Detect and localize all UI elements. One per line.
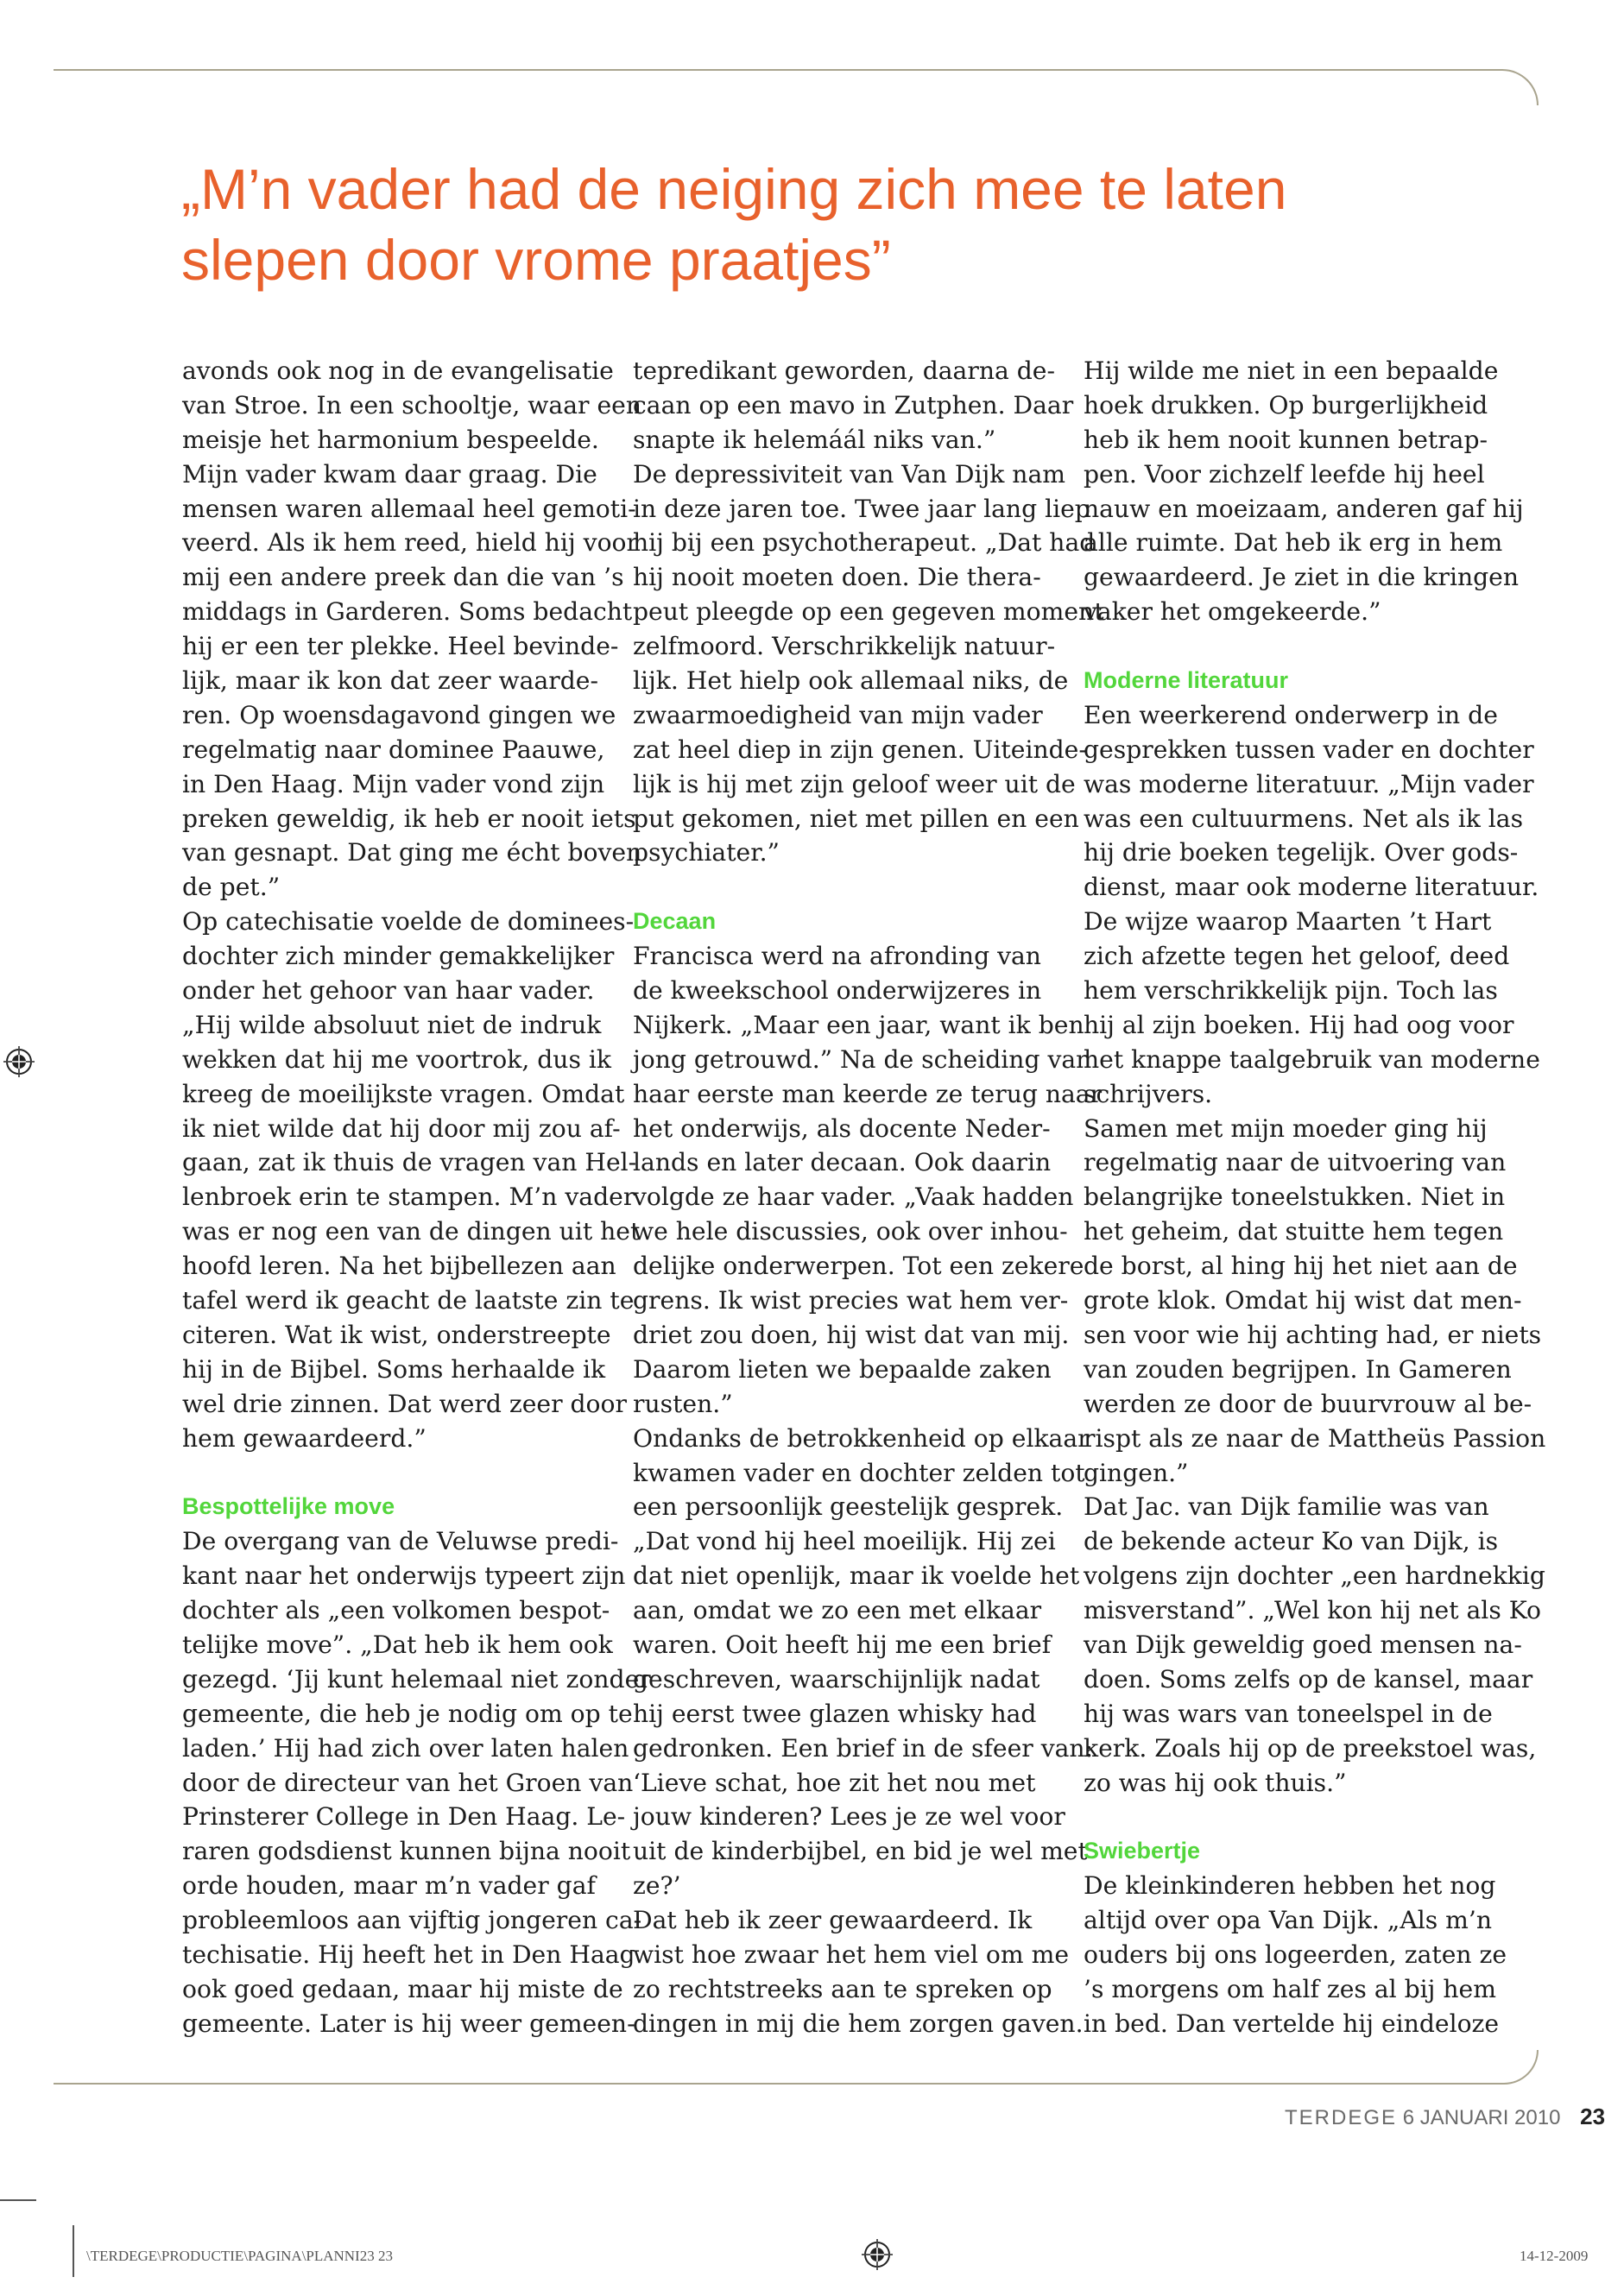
text-line: middags in Garderen. Soms bedacht bbox=[182, 597, 633, 627]
text-line: hij er een ter plekke. Heel bevinde- bbox=[182, 632, 619, 661]
text-line: ren. Op woensdagavond gingen we bbox=[182, 700, 616, 729]
text-line: avonds ook nog in de evangelisatie bbox=[182, 356, 614, 385]
text-line: hem gewaardeerd.” bbox=[182, 1423, 427, 1453]
text-line: van gesnapt. Dat ging me écht boven bbox=[182, 838, 642, 867]
text-line: dingen in mij die hem zorgen gaven. bbox=[633, 2009, 1084, 2038]
column-3-body-mid bbox=[1084, 698, 1546, 1801]
page-number: 23 bbox=[1580, 2104, 1605, 2129]
text-line: Daarom lieten we bepaalde zaken bbox=[633, 1354, 1052, 1384]
text-line: ik niet wilde dat hij door mij zou af- bbox=[182, 1113, 621, 1143]
text-line: Hij wilde me niet in een bepaalde bbox=[1084, 356, 1499, 385]
text-line: zo was hij ook thuis.” bbox=[1084, 1768, 1347, 1797]
text-line: lands en later decaan. Ook daarin bbox=[633, 1148, 1052, 1177]
text-line: citeren. Wat ik wist, onderstreepte bbox=[182, 1320, 611, 1349]
text-line: Een weerkerend onderwerp in de bbox=[1084, 700, 1498, 729]
text-line: rispt als ze naar de Mattheüs Passion bbox=[1084, 1423, 1546, 1453]
text-line: Dat heb ik zeer gewaardeerd. Ik bbox=[633, 1906, 1033, 1935]
text-line: „Hij wilde absoluut niet de indruk bbox=[182, 1010, 602, 1039]
text-line: belangrijke toneelstukken. Niet in bbox=[1084, 1183, 1506, 1212]
bottom-frame-rule bbox=[54, 2050, 1539, 2085]
text-line: wel drie zinnen. Dat werd zeer door bbox=[182, 1389, 627, 1418]
text-line: jong getrouwd.” Na de scheiding van bbox=[633, 1044, 1092, 1074]
column-3-body-after bbox=[1084, 1869, 1507, 2041]
text-line: wist hoe zwaar het hem viel om me bbox=[633, 1940, 1069, 1969]
text-line: kant naar het onderwijs typeert zijn bbox=[182, 1561, 626, 1591]
text-line: rusten.” bbox=[633, 1389, 733, 1418]
text-line: gaan, zat ik thuis de vragen van Hel- bbox=[182, 1148, 637, 1177]
print-slug-date: 14-12-2009 bbox=[1520, 2248, 1589, 2264]
text-line: „Dat vond hij heel moeilijk. Hij zei bbox=[633, 1527, 1056, 1556]
text-line: heb ik hem nooit kunnen betrap- bbox=[1084, 425, 1488, 454]
text-line: peut pleegde op een gegeven moment bbox=[633, 597, 1104, 627]
text-line: het knappe taalgebruik van moderne bbox=[1084, 1044, 1540, 1074]
issue-date: 6 JANUARI 2010 bbox=[1402, 2106, 1561, 2129]
text-line: in deze jaren toe. Twee jaar lang liep bbox=[633, 494, 1090, 523]
text-line: gemeente. Later is hij weer gemeen- bbox=[182, 2009, 635, 2038]
text-line: schrijvers. bbox=[1084, 1079, 1213, 1108]
text-line: hij was wars van toneelspel in de bbox=[1084, 1699, 1493, 1728]
text-line: psychiater.” bbox=[633, 838, 780, 867]
text-line: dat niet openlijk, maar ik voelde het bbox=[633, 1561, 1080, 1591]
text-line: gewaardeerd. Je ziet in die kringen bbox=[1084, 563, 1519, 592]
text-line: alle ruimte. Dat heb ik erg in hem bbox=[1084, 528, 1503, 558]
column-2-body-after bbox=[633, 939, 1103, 2041]
text-line: jouw kinderen? Lees je ze wel voor bbox=[633, 1802, 1065, 1832]
text-line: telijke move”. „Dat heb ik hem ook bbox=[182, 1630, 613, 1659]
text-line: geschreven, waarschijnlijk nadat bbox=[633, 1664, 1040, 1694]
headline-line: slepen door vrome praatjes” bbox=[181, 228, 891, 292]
column-3-body bbox=[1084, 354, 1524, 629]
text-line: Op catechisatie voelde de dominees- bbox=[182, 907, 635, 937]
text-line: regelmatig naar dominee Paauwe, bbox=[182, 735, 605, 764]
subhead-decaan: Decaan bbox=[633, 908, 717, 935]
top-frame-rule bbox=[54, 69, 1539, 105]
text-line: lijk is hij met zijn geloof weer uit de bbox=[633, 769, 1076, 798]
headline bbox=[181, 154, 1476, 295]
column-1-body bbox=[182, 354, 642, 1456]
text-line: grote klok. Omdat hij wist dat men- bbox=[1084, 1286, 1522, 1315]
text-line: De overgang van de Veluwse predi- bbox=[182, 1527, 619, 1556]
text-line: kerk. Zoals hij op de preekstoel was, bbox=[1084, 1733, 1537, 1763]
text-line: gezegd. ‘Jij kunt helemaal niet zonder bbox=[182, 1664, 651, 1694]
text-line: nauw en moeizaam, anderen gaf hij bbox=[1084, 494, 1524, 523]
text-line: was een cultuurmens. Net als ik las bbox=[1084, 804, 1524, 833]
text-line: De wijze waarop Maarten ’t Hart bbox=[1084, 907, 1492, 937]
text-line: gemeente, die heb je nodig om op te bbox=[182, 1699, 633, 1728]
text-line: veerd. Als ik hem reed, hield hij voor bbox=[182, 528, 638, 558]
subhead-bespottelijke-move: Bespottelijke move bbox=[182, 1493, 395, 1520]
text-line: De depressiviteit van Van Dijk nam bbox=[633, 459, 1065, 489]
text-line: altijd over opa Van Dijk. „Als m’n bbox=[1084, 1906, 1492, 1935]
text-line: driet zou doen, hij wist dat van mij. bbox=[633, 1320, 1070, 1349]
text-line: delijke onderwerpen. Tot een zekere bbox=[633, 1252, 1084, 1281]
print-slug-path: \TERDEGE\PRODUCTIE\PAGINA\PLANNI23 23 bbox=[86, 2248, 393, 2264]
text-line: een persoonlijk geestelijk gesprek. bbox=[633, 1492, 1064, 1522]
text-line: dochter zich minder gemakkelijker bbox=[182, 942, 615, 971]
text-line: tafel werd ik geacht de laatste zin te bbox=[182, 1286, 635, 1315]
text-line: ze?’ bbox=[633, 1871, 681, 1901]
text-line: dochter als „een volkomen bespot- bbox=[182, 1596, 610, 1625]
text-line: dienst, maar ook moderne literatuur. bbox=[1084, 873, 1539, 902]
text-line: ouders bij ons logeerden, zaten ze bbox=[1084, 1940, 1507, 1969]
text-line: put gekomen, niet met pillen en een bbox=[633, 804, 1079, 833]
text-line: regelmatig naar de uitvoering van bbox=[1084, 1148, 1507, 1177]
text-line: hem verschrikkelijk pijn. Toch las bbox=[1084, 976, 1498, 1006]
text-line: misverstand”. „Wel kon hij net als Ko bbox=[1084, 1596, 1542, 1625]
text-line: zelfmoord. Verschrikkelijk natuur- bbox=[633, 632, 1056, 661]
text-line: haar eerste man keerde ze terug naar bbox=[633, 1079, 1103, 1108]
text-line: ’s morgens om half zes al bij hem bbox=[1084, 1974, 1496, 2003]
headline-line: „M’n vader had de neiging zich mee te laten bbox=[181, 157, 1287, 221]
text-line: van Stroe. In een schooltje, waar een bbox=[182, 390, 641, 419]
article-column-1 bbox=[182, 354, 651, 2041]
text-line: caan op een mavo in Zutphen. Daar bbox=[633, 390, 1074, 419]
text-line: zwaarmoedigheid van mijn vader bbox=[633, 700, 1043, 729]
text-line: kreeg de moeilijkste vragen. Omdat bbox=[182, 1079, 625, 1108]
text-line: aan, omdat we zo een met elkaar bbox=[633, 1596, 1042, 1625]
text-line: de kweekschool onderwijzeres in bbox=[633, 976, 1042, 1006]
text-line: mij een andere preek dan die van ’s bbox=[182, 563, 624, 592]
text-line: de bekende acteur Ko van Dijk, is bbox=[1084, 1527, 1499, 1556]
magazine-name: TERDEGE bbox=[1285, 2106, 1398, 2129]
text-line: techisatie. Hij heeft het in Den Haag bbox=[182, 1940, 635, 1969]
text-line: volgens zijn dochter „een hardnekkig bbox=[1084, 1561, 1545, 1591]
text-line: ook goed gedaan, maar hij miste de bbox=[182, 1974, 623, 2003]
column-1-body-after bbox=[182, 1524, 651, 2041]
text-line: in Den Haag. Mijn vader vond zijn bbox=[182, 769, 605, 798]
text-line: doen. Soms zelfs op de kansel, maar bbox=[1084, 1664, 1533, 1694]
text-line: hij al zijn boeken. Hij had oog voor bbox=[1084, 1010, 1514, 1039]
text-line: gesprekken tussen vader en dochter bbox=[1084, 735, 1534, 764]
text-line: raren godsdienst kunnen bijna nooit bbox=[182, 1837, 631, 1866]
text-line: we hele discussies, ook over inhou- bbox=[633, 1217, 1068, 1246]
text-line: Ondanks de betrokkenheid op elkaar bbox=[633, 1423, 1090, 1453]
text-line: preken geweldig, ik heb er nooit iets bbox=[182, 804, 636, 833]
text-line: wekken dat hij me voortrok, dus ik bbox=[182, 1044, 611, 1074]
text-line: het onderwijs, als docente Neder- bbox=[633, 1113, 1051, 1143]
text-line: zich afzette tegen het geloof, deed bbox=[1084, 942, 1510, 971]
text-line: vaker het omgekeerde.” bbox=[1084, 597, 1381, 627]
text-line: hij bij een psychotherapeut. „Dat had bbox=[633, 528, 1096, 558]
text-line: zo rechtstreeks aan te spreken op bbox=[633, 1974, 1052, 2003]
article-column-2 bbox=[633, 354, 1104, 2041]
text-line: lijk. Het hielp ook allemaal niks, de bbox=[633, 666, 1069, 696]
text-line: Dat Jac. van Dijk familie was van bbox=[1084, 1492, 1489, 1522]
text-line: hoofd leren. Na het bijbellezen aan bbox=[182, 1252, 616, 1281]
text-line: volgde ze haar vader. „Vaak hadden bbox=[633, 1183, 1074, 1212]
text-line: hij in de Bijbel. Soms herhaalde ik bbox=[182, 1354, 606, 1384]
subhead-moderne-literatuur: Moderne literatuur bbox=[1084, 667, 1289, 694]
text-line: de borst, al hing hij het niet aan de bbox=[1084, 1252, 1518, 1281]
text-line: meisje het harmonium bespeelde. bbox=[182, 425, 599, 454]
text-line: grens. Ik wist precies wat hem ver- bbox=[633, 1286, 1069, 1315]
text-line: gedronken. Een brief in de sfeer van: bbox=[633, 1733, 1094, 1763]
text-line: zat heel diep in zijn genen. Uiteinde- bbox=[633, 735, 1087, 764]
text-line: van zouden begrijpen. In Gameren bbox=[1084, 1354, 1512, 1384]
registration-mark-icon bbox=[3, 1046, 35, 1077]
text-line: probleemloos aan vijftig jongeren ca- bbox=[182, 1906, 642, 1935]
registration-mark-icon bbox=[862, 2239, 893, 2270]
crop-mark bbox=[0, 2199, 36, 2201]
text-line: lijk, maar ik kon dat zeer waarde- bbox=[182, 666, 599, 696]
text-line: door de directeur van het Groen van bbox=[182, 1768, 634, 1797]
text-line: Prinsterer College in Den Haag. Le- bbox=[182, 1802, 626, 1832]
text-line: mensen waren allemaal heel gemoti- bbox=[182, 494, 636, 523]
text-line: was er nog een van de dingen uit het bbox=[182, 1217, 641, 1246]
text-line: in bed. Dan vertelde hij eindeloze bbox=[1084, 2009, 1500, 2038]
text-line: was moderne literatuur. „Mijn vader bbox=[1084, 769, 1534, 798]
text-line: Mijn vader kwam daar graag. Die bbox=[182, 459, 597, 489]
text-line: het geheim, dat stuitte hem tegen bbox=[1084, 1217, 1504, 1246]
text-line: gingen.” bbox=[1084, 1458, 1189, 1487]
text-line: hij drie boeken tegelijk. Over gods- bbox=[1084, 838, 1519, 867]
text-line: ‘Lieve schat, hoe zit het nou met bbox=[633, 1768, 1036, 1797]
crop-mark bbox=[73, 2225, 74, 2277]
text-line: hij eerst twee glazen whisky had bbox=[633, 1699, 1037, 1728]
text-line: sen voor wie hij achting had, er niets bbox=[1084, 1320, 1542, 1349]
text-line: werden ze door de buurvrouw al be- bbox=[1084, 1389, 1532, 1418]
text-line: lenbroek erin te stampen. M’n vader bbox=[182, 1183, 635, 1212]
subhead-swiebertje: Swiebertje bbox=[1084, 1838, 1201, 1864]
text-line: onder het gehoor van haar vader. bbox=[182, 976, 595, 1006]
text-line: laden.’ Hij had zich over laten halen bbox=[182, 1733, 629, 1763]
text-line: hoek drukken. Op burgerlijkheid bbox=[1084, 390, 1488, 419]
text-line: Samen met mijn moeder ging hij bbox=[1084, 1113, 1488, 1143]
text-line: de pet.” bbox=[182, 873, 281, 902]
text-line: pen. Voor zichzelf leefde hij heel bbox=[1084, 459, 1485, 489]
text-line: snapte ik helemáál niks van.” bbox=[633, 425, 996, 454]
column-2-body bbox=[633, 354, 1104, 870]
text-line: uit de kinderbijbel, en bid je wel met bbox=[633, 1837, 1088, 1866]
text-line: Nijkerk. „Maar een jaar, want ik ben bbox=[633, 1010, 1084, 1039]
text-line: van Dijk geweldig goed mensen na- bbox=[1084, 1630, 1522, 1659]
text-line: hij nooit moeten doen. Die thera- bbox=[633, 563, 1041, 592]
text-line: kwamen vader en dochter zelden tot bbox=[633, 1458, 1085, 1487]
text-line: waren. Ooit heeft hij me een brief bbox=[633, 1630, 1052, 1659]
article-column-3 bbox=[1084, 354, 1546, 2041]
page-footer bbox=[1285, 2104, 1605, 2130]
text-line: tepredikant geworden, daarna de- bbox=[633, 356, 1055, 385]
text-line: De kleinkinderen hebben het nog bbox=[1084, 1871, 1496, 1901]
text-line: orde houden, maar m’n vader gaf bbox=[182, 1871, 596, 1901]
text-line: Francisca werd na afronding van bbox=[633, 942, 1041, 971]
